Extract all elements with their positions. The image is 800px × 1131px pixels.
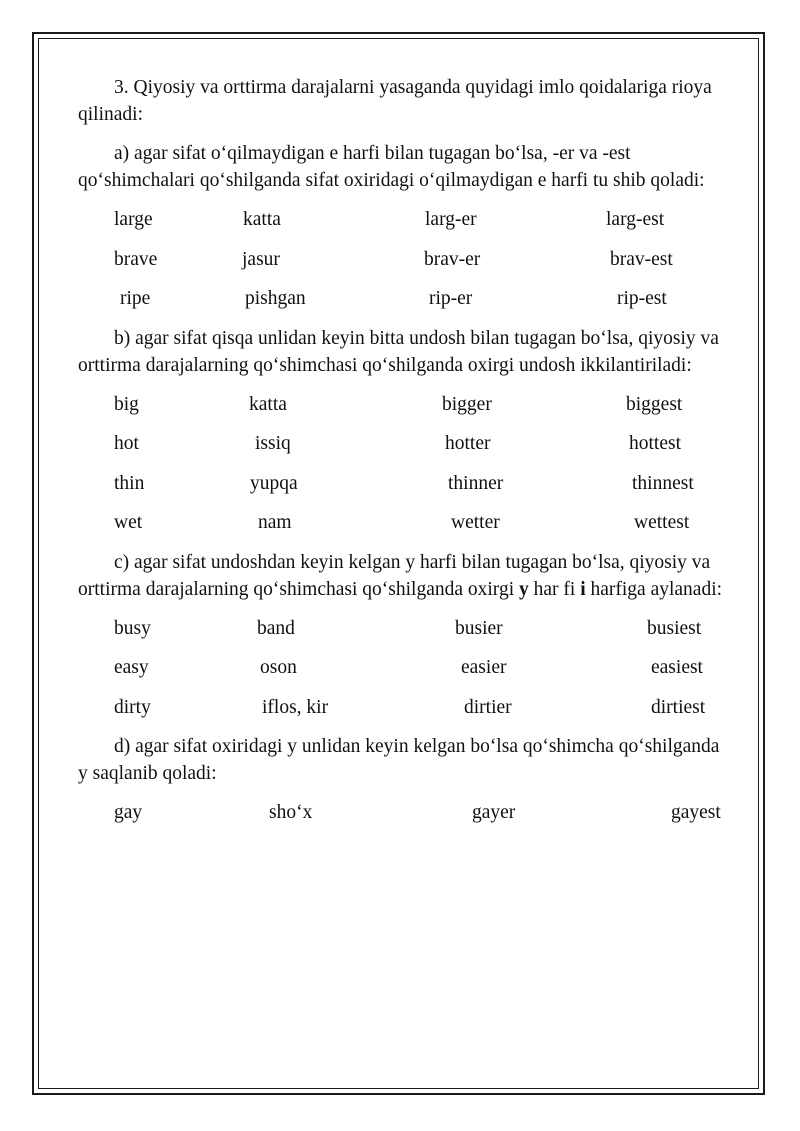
superlative-cell: larg-est	[606, 209, 665, 230]
rule-b-paragraph: b) agar sifat qisqa unlidan keyin bitta undosh bilan tugagan bo‘lsa, qiyosiy va orttirma darajalarning qo‘shimchasi qo‘shilganda oxirgi undosh ikkilantiriladi:	[78, 327, 719, 376]
word-cell: large	[114, 209, 153, 230]
table-row	[78, 615, 728, 642]
table-row	[78, 206, 728, 233]
word-cell: thin	[114, 472, 145, 494]
meaning-cell: yupqa	[250, 472, 298, 494]
meaning-cell: iflos, kir	[262, 696, 329, 718]
rule-c-text-middle: har fi	[528, 578, 581, 600]
rule-c-paragraph	[78, 549, 728, 603]
word-cell: brave	[114, 248, 158, 270]
comparative-cell: wetter	[451, 512, 500, 533]
table-row	[78, 799, 728, 826]
comparative-cell: dirtier	[464, 696, 512, 718]
table-row	[78, 391, 728, 418]
comparative-cell: easier	[461, 657, 507, 678]
comparative-cell: thinner	[448, 472, 504, 494]
meaning-cell: oson	[260, 657, 297, 678]
word-cell: hot	[114, 433, 139, 454]
intro-paragraph: 3. Qiyosiy va orttirma darajalarni yasaganda quyidagi imlo qoidalariga rioya qilinadi:	[78, 77, 712, 125]
superlative-cell: rip-est	[617, 288, 667, 309]
document-body	[78, 74, 728, 839]
comparative-cell: rip-er	[429, 288, 473, 309]
rule-c-bold-i: i	[580, 578, 586, 600]
table-row	[78, 430, 728, 457]
superlative-cell: thinnest	[632, 472, 694, 494]
word-cell: easy	[114, 657, 149, 678]
table-a	[78, 206, 728, 312]
table-row	[78, 509, 728, 536]
word-cell: busy	[114, 617, 151, 639]
superlative-cell: gayest	[671, 802, 721, 823]
table-c	[78, 615, 728, 721]
word-cell: wet	[114, 512, 143, 533]
meaning-cell: nam	[258, 512, 292, 533]
comparative-cell: hotter	[445, 433, 491, 454]
superlative-cell: wettest	[634, 512, 690, 533]
superlative-cell: busiest	[647, 617, 702, 639]
table-row	[78, 285, 728, 312]
rule-c-text-after: harfiga aylanadi:	[585, 578, 723, 600]
word-cell: ripe	[120, 288, 151, 309]
rule-a-paragraph: a) agar sifat o‘qilmaydigan e harfi bilan tugagan bo‘lsa, -er va -est qo‘shimchalari qo‘shilganda sifat oxiridagi o‘qilmaydigan e harfi tu shib qoladi:	[78, 143, 705, 191]
word-cell: gay	[114, 802, 143, 823]
meaning-cell: issiq	[255, 433, 291, 454]
superlative-cell: biggest	[626, 393, 683, 415]
meaning-cell: sho‘x	[269, 802, 313, 823]
meaning-cell: band	[257, 617, 295, 639]
superlative-cell: hottest	[629, 433, 681, 454]
superlative-cell: brav-est	[610, 248, 673, 270]
comparative-cell: busier	[455, 617, 503, 639]
rule-c-bold-y: y	[519, 578, 529, 600]
table-row	[78, 470, 728, 497]
meaning-cell: katta	[249, 393, 287, 415]
meaning-cell: pishgan	[245, 288, 306, 309]
table-b	[78, 391, 728, 537]
table-row	[78, 246, 728, 273]
table-row	[78, 654, 728, 681]
comparative-cell: bigger	[442, 393, 492, 415]
meaning-cell: katta	[243, 209, 281, 230]
rule-d-paragraph: d) agar sifat oxiridagi y unlidan keyin kelgan bo‘lsa qo‘shimcha qo‘shilganda y saqlanib qoladi:	[78, 736, 720, 784]
word-cell: dirty	[114, 696, 151, 718]
comparative-cell: larg-er	[425, 209, 477, 230]
meaning-cell: jasur	[242, 248, 280, 270]
word-cell: big	[114, 393, 139, 415]
comparative-cell: brav-er	[424, 248, 481, 270]
table-row	[78, 694, 728, 721]
table-d	[78, 799, 728, 826]
rule-c-text-before: c) agar sifat undoshdan keyin kelgan y harfi bilan tugagan bo‘lsa, qiyosiy va orttirma darajalarning qo‘shimchasi qo‘shilganda oxirgi	[78, 551, 711, 600]
superlative-cell: dirtiest	[651, 696, 706, 718]
comparative-cell: gayer	[472, 802, 516, 823]
superlative-cell: easiest	[651, 657, 703, 678]
